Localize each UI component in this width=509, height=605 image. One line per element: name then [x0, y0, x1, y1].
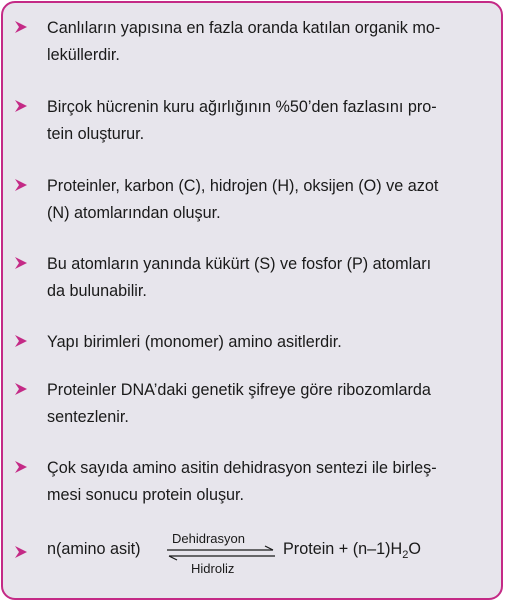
- equation-products: [283, 540, 421, 561]
- forward-reaction-label: Dehidrasyon: [172, 531, 245, 546]
- item-line: Birçok hücrenin kuru ağırlığının %50’den fazlasını pro-: [47, 98, 437, 116]
- list-item: [15, 455, 493, 509]
- reaction-equation: [15, 531, 495, 577]
- arrowhead-bullet-icon: [15, 21, 27, 33]
- item-line: Proteinler, karbon (C), hidrojen (H), oksijen (O) ve azot: [47, 177, 439, 195]
- item-line: mesi sonucu protein oluşur.: [47, 486, 245, 504]
- item-line: tein oluşturur.: [47, 125, 145, 143]
- arrowhead-bullet-icon: [15, 383, 27, 395]
- list-item: [15, 251, 493, 305]
- item-line: Çok sayıda amino asitin dehidrasyon sentezi ile birleş-: [47, 459, 437, 477]
- arrowhead-bullet-icon: [15, 257, 27, 269]
- item-line: leküllerdir.: [47, 46, 120, 64]
- item-line: Yapı birimleri (monomer) amino asitlerdir.: [47, 333, 342, 351]
- equation-reactant: n(amino asit): [47, 540, 141, 558]
- equilibrium-arrows-icon: [165, 545, 277, 561]
- products-text: Protein + (n–1)H: [283, 540, 403, 558]
- info-panel: [1, 1, 503, 600]
- arrowhead-bullet-icon: [15, 461, 27, 473]
- arrowhead-bullet-icon: [15, 546, 27, 558]
- list-item: [15, 15, 493, 69]
- item-line: Proteinler DNA’daki genetik şifreye göre ribozomlarda: [47, 381, 431, 399]
- item-line: Canlıların yapısına en fazla oranda katılan organik mo-: [47, 19, 441, 37]
- item-line: da bulunabilir.: [47, 282, 147, 300]
- item-line: sentezlenir.: [47, 408, 129, 426]
- list-item: [15, 94, 493, 148]
- arrowhead-bullet-icon: [15, 335, 27, 347]
- arrowhead-bullet-icon: [15, 100, 27, 112]
- reverse-reaction-label: Hidroliz: [191, 561, 235, 576]
- list-item: [15, 377, 493, 431]
- list-item: [15, 329, 493, 356]
- item-line: Bu atomların yanında kükürt (S) ve fosfor (P) atomları: [47, 255, 432, 273]
- products-text-end: O: [408, 540, 421, 558]
- item-line: (N) atomlarından oluşur.: [47, 204, 221, 222]
- water-subscript: 2: [402, 549, 409, 561]
- list-item: [15, 173, 493, 227]
- arrowhead-bullet-icon: [15, 179, 27, 191]
